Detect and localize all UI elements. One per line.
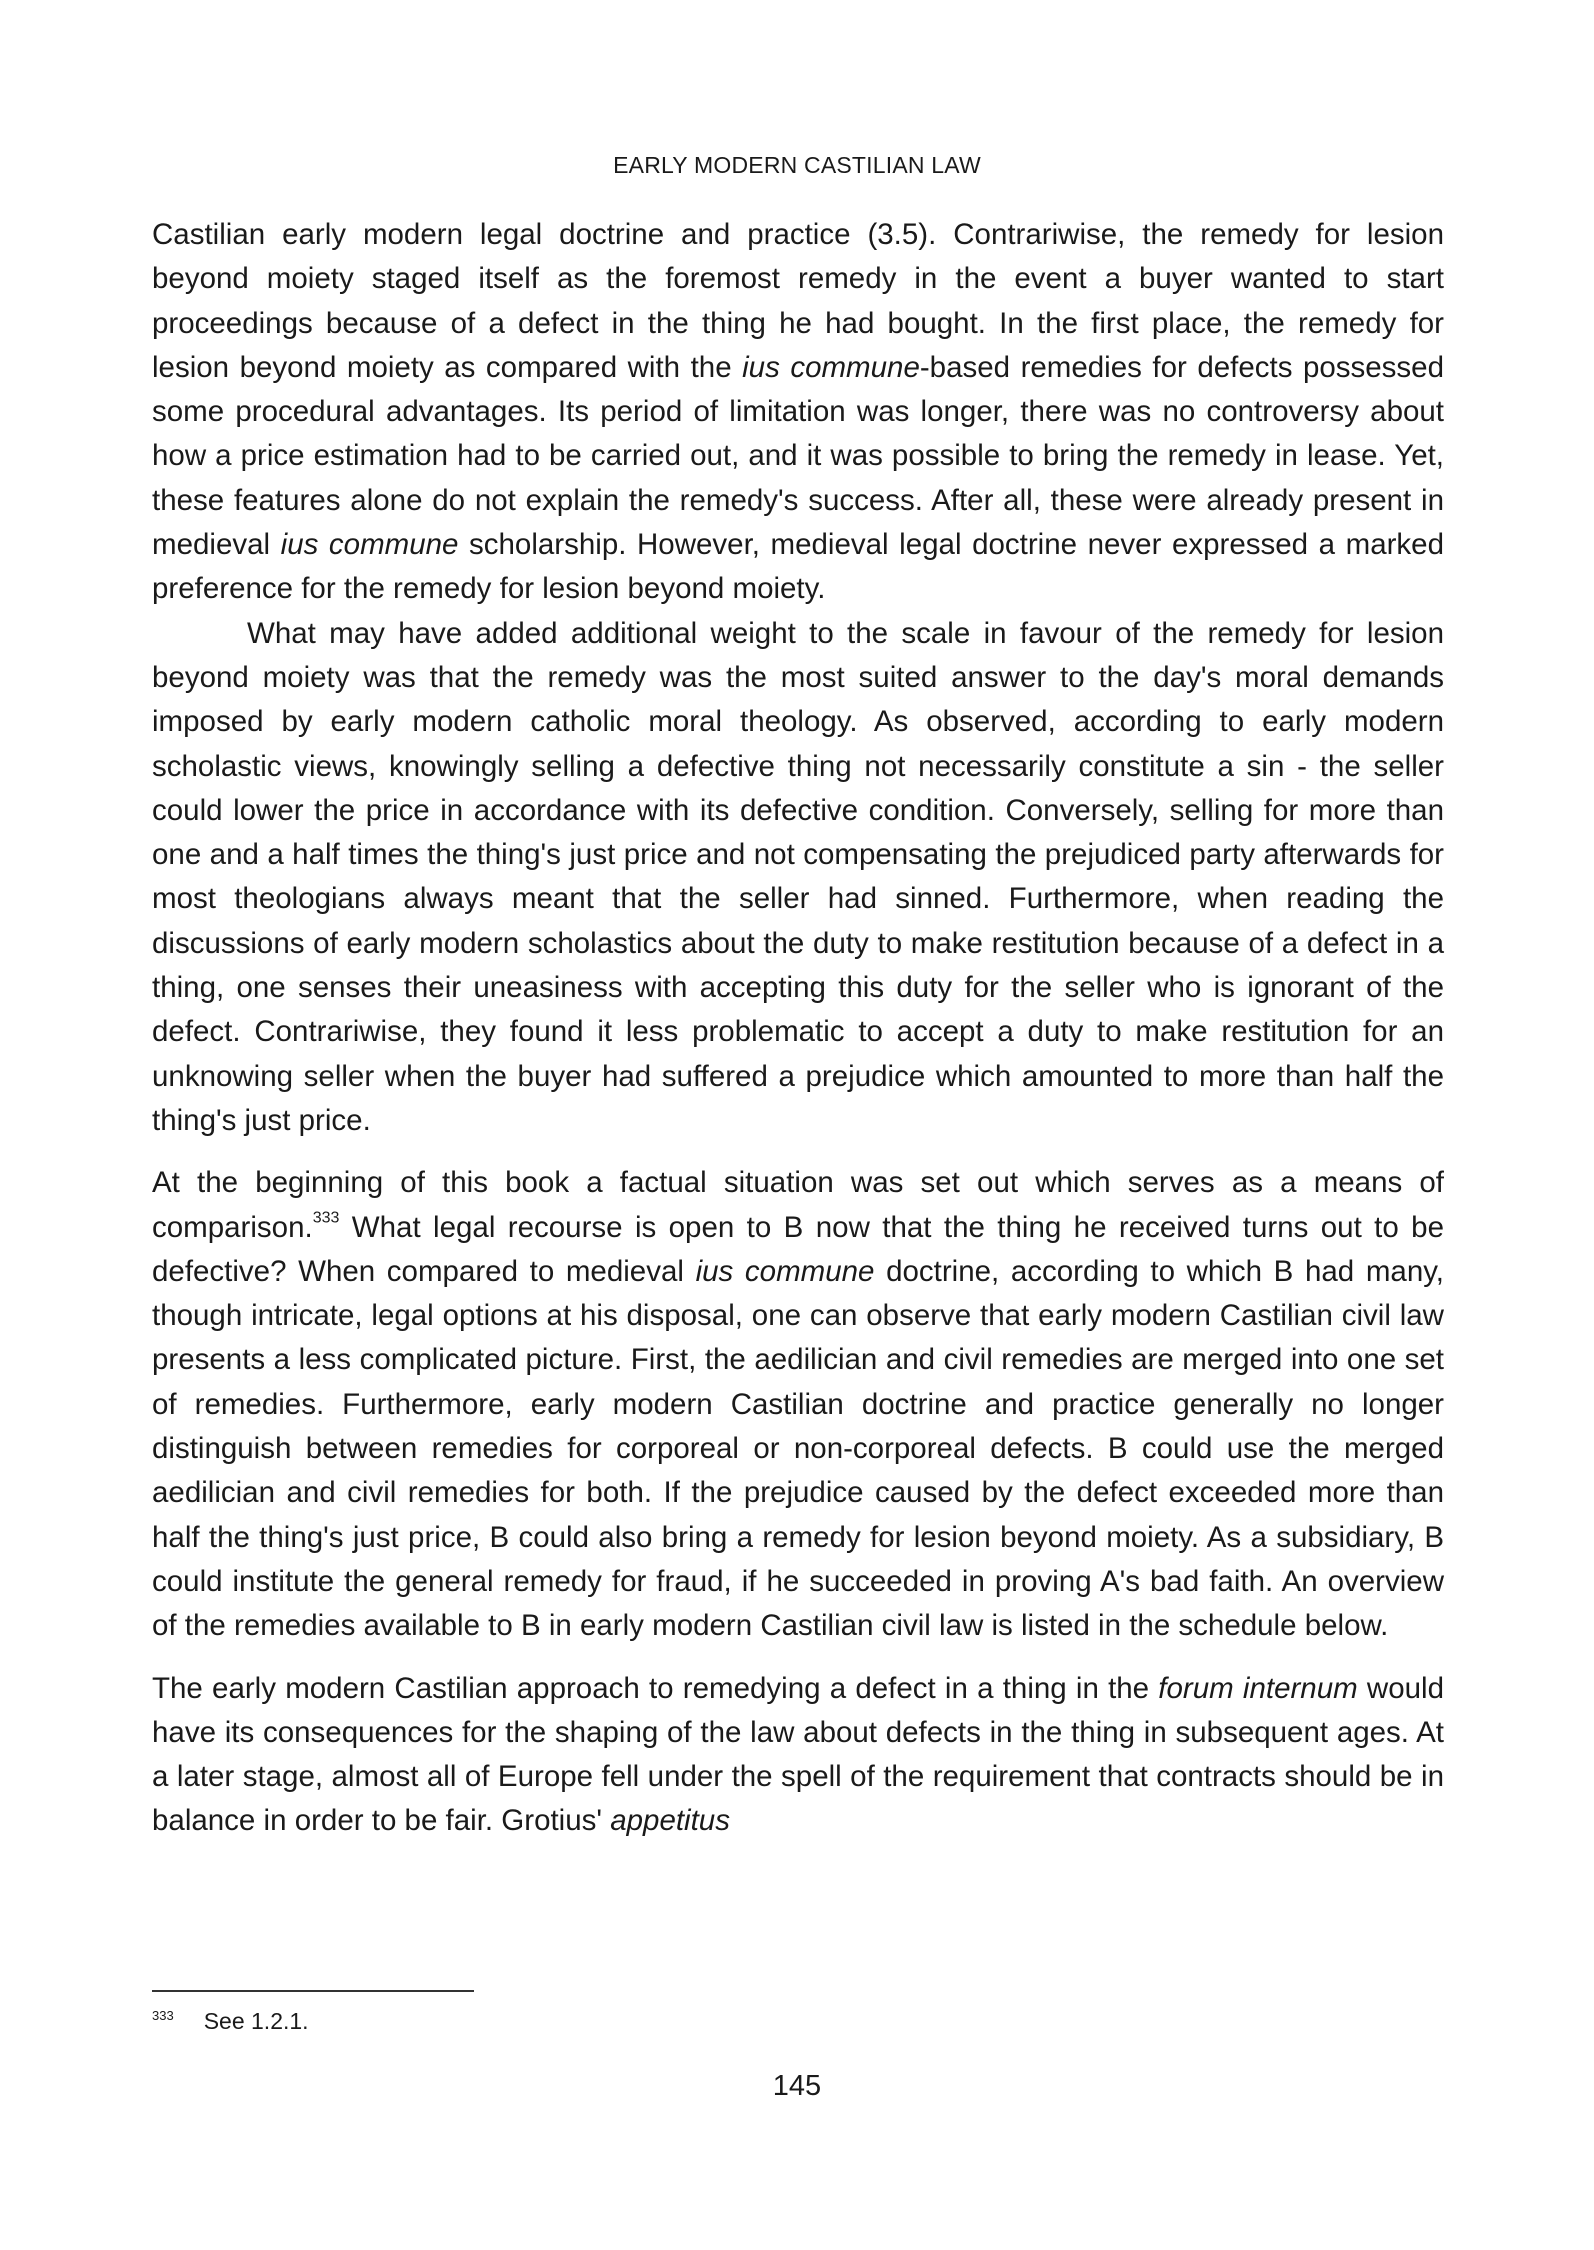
footnote-text: See 1.2.1. [203, 2008, 309, 2035]
page-number: 145 [772, 2070, 822, 2102]
footnote-reference[interactable]: 333 [312, 1209, 340, 1227]
running-header: EARLY MODERN CASTILIAN LAW [613, 152, 981, 178]
footnote-number: 333 [152, 2008, 174, 2023]
paragraph-1: Castilian early modern legal doctrine and practice (3.5). Contrariwise, the remedy for lesion beyond moiety staged itself as the foremost remedy in the event a buyer wanted to start proceedings because of a defect in the thing he had bought. In the first place, the remedy for lesion beyond moiety as compared with the ius commune-based remedies for defects possessed some procedural advantages. Its period of limitation was longer, there was no controversy about how a price estimation had to be carried out, and it was possible to bring the remedy in lease. Yet, these features alone do not explain the remedy's success. After all, these were already present in medieval ius commune scholarship. However, medieval legal doctrine never expressed a marked preference for the remedy for lesion beyond moiety. [152, 218, 1444, 606]
paragraph-3: At the beginning of this book a factual situation was set out which serves as a means of comparison.$^{333}$ What legal recourse is open to B now that the thing he received turns out to be defective? When compared to medieval ius commune doctrine, according to which B had many, though intricate, legal options at his disposal, one can observe that early modern Castilian civil law presents a less complicated picture. First, the aedilician and civil remedies are merged into one set of remedies. Furthermore, early modern Castilian doctrine and practice generally no longer distinguish between remedies for corporeal or non-corporeal defects. B could use the merged aedilician and civil remedies for both. If the prejudice caused by the defect exceeded more than half the thing's just price, B could also bring a remedy for lesion beyond moiety. As a subsidiary, B could institute the general remedy for fraud, if he succeeded in proving A's bad faith. An overview of the remedies available to B in early modern Castilian civil law is listed in the schedule below. [152, 1166, 1444, 1643]
main-text [152, 213, 1444, 1844]
paragraph-2: What may have added additional weight to the scale in favour of the remedy for lesion beyond moiety was that the remedy was the most suited answer to the day's moral demands imposed by early modern catholic moral theology. As observed, according to early modern scholastic views, knowingly selling a defective thing not necessarily constitute a sin - the seller could lower the price in accordance with its defective condition. Conversely, selling for more than one and a half times the thing's just price and not compensating the prejudiced party afterwards for most theologians always meant that the seller had sinned. Furthermore, when reading the discussions of early modern scholastics about the duty to make restitution because of a defect in a thing, one senses their uneasiness with accepting this duty for the seller who is ignorant of the defect. Contrariwise, they found it less problematic to accept a duty to make restitution for an unknowing seller when the buyer had suffered a prejudice which amounted to more than half the thing's just price. [152, 616, 1444, 1137]
footnote-divider [152, 1990, 474, 1992]
paragraph-4: The early modern Castilian approach to remedying a defect in a thing in the forum internum would have its consequences for the shaping of the law about defects in the thing in subsequent ages. At a later stage, almost all of Europe fell under the spell of the requirement that contracts should be in balance in order to be fair. Grotius' appetitus [152, 1671, 1444, 1838]
footnote [152, 2000, 309, 2037]
